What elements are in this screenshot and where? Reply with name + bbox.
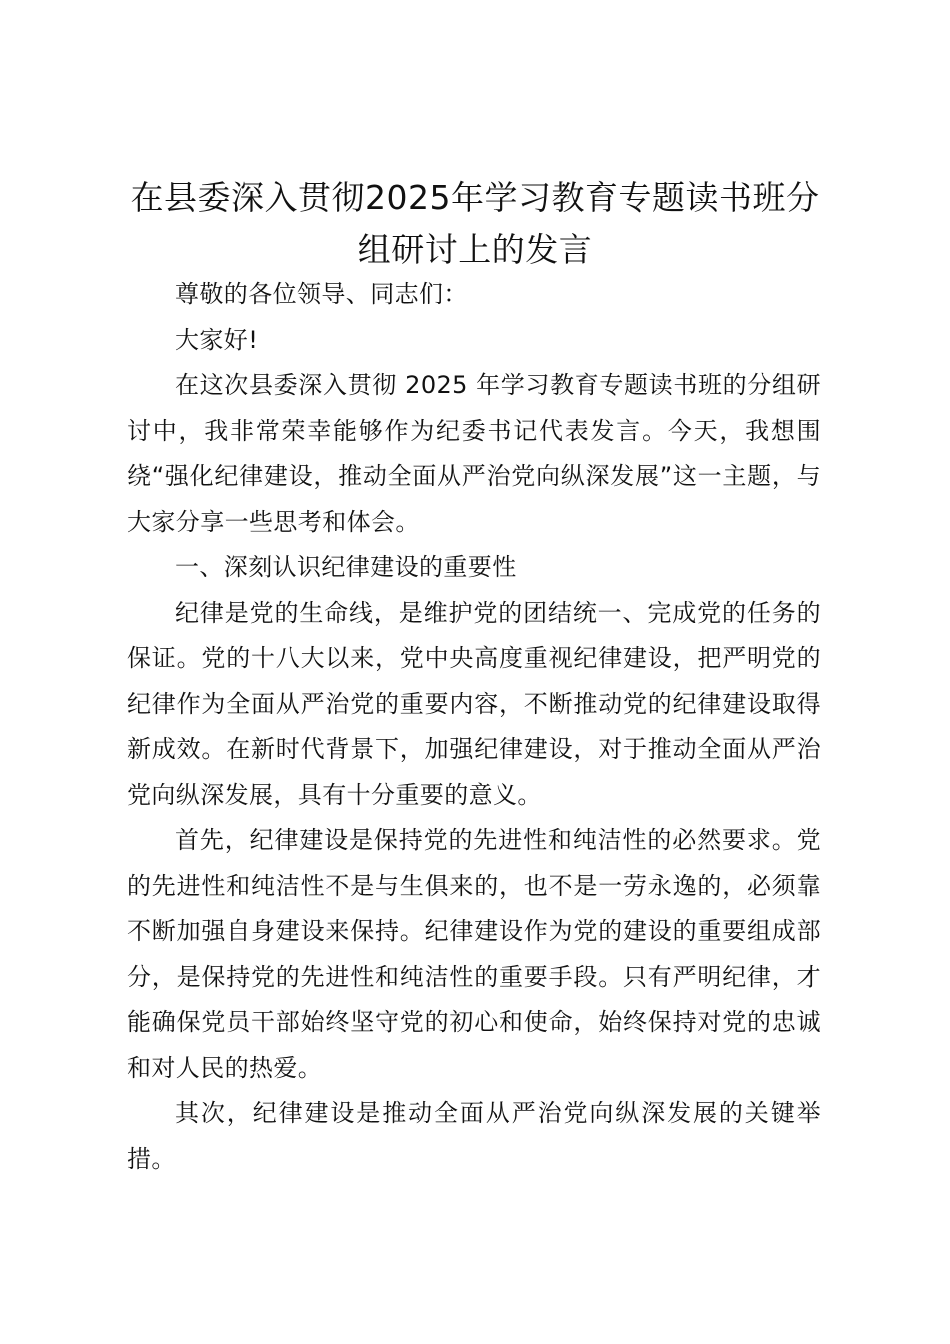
salutation: 尊敬的各位领导、同志们：: [175, 280, 468, 308]
paragraph: 纪律是党的生命线，是维护党的团结统一、完成党的任务的保证。党的十八大以来，党中央高度重视纪律建设，把严明党的纪律作为全面从严治党的重要内容，不断推动党的纪律建设取得新成效。在新时代背景下，加强纪律建设，对于推动全面从严治党向纵深发展，具有十分重要的意义。: [127, 598, 821, 809]
document-body: [127, 272, 821, 1182]
paragraph: 其次，纪律建设是推动全面从严治党向纵深发展的关键举措。: [127, 1099, 821, 1173]
section-heading: 一、深刻认识纪律建设的重要性: [175, 553, 517, 581]
document-title: 在县委深入贯彻2025年学习教育专题读书班分组研讨上的发言: [130, 178, 820, 269]
paragraph: 首先，纪律建设是保持党的先进性和纯洁性的必然要求。党的先进性和纯洁性不是与生俱来的，也不是一劳永逸的，必须靠不断加强自身建设来保持。纪律建设作为党的建设的重要组成部分，是保持党的先进性和纯洁性的重要手段。只有严明纪律，才能确保党员干部始终坚守党的初心和使命，始终保持对党的忠诚和对人民的热爱。: [127, 826, 821, 1082]
greeting: 大家好!: [175, 325, 259, 354]
paragraph-intro: 在这次县委深入贯彻 2025 年学习教育专题读书班的分组研讨中，我非常荣幸能够作为纪委书记代表发言。今天，我想围绕“强化纪律建设，推动全面从严治党向纵深发展”这一主题，与大家分享一些思考和体会。: [127, 371, 821, 536]
